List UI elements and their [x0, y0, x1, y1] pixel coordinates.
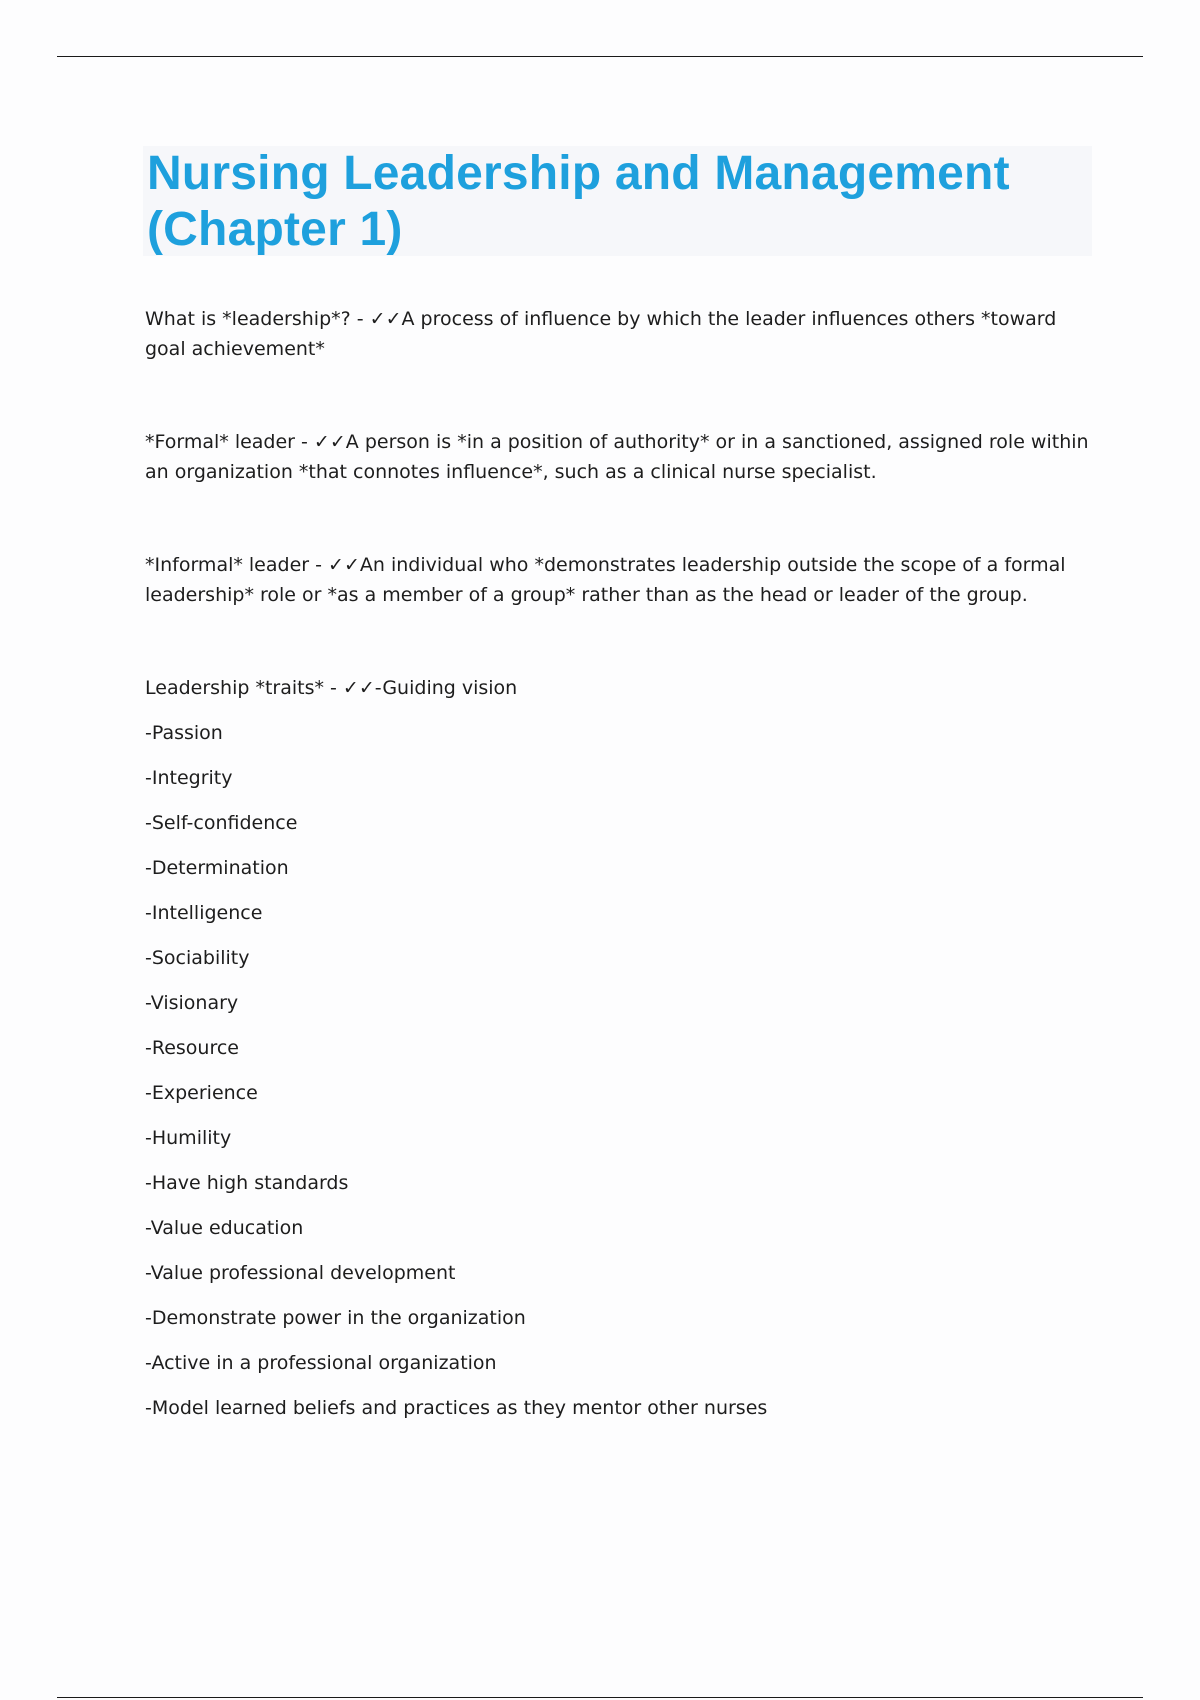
list-item: -Passion: [145, 722, 223, 744]
qa-definition: A process of influence by which the leader influences others *toward goal achievement*: [145, 308, 1057, 360]
list-item: -Resource: [145, 1037, 239, 1059]
list-item: -Experience: [145, 1082, 258, 1104]
qa-check-separator: - ✓✓: [309, 554, 360, 576]
list-item: -Active in a professional organization: [145, 1352, 497, 1374]
qa-entry-leadership: [145, 304, 1095, 364]
qa-entry-informal-leader: [145, 550, 1095, 610]
qa-check-separator: - ✓✓: [350, 308, 402, 330]
qa-term: What is *leadership*?: [145, 308, 351, 330]
document-title: Nursing Leadership and Management (Chapter 1): [147, 147, 1010, 256]
list-item: -Sociability: [145, 947, 250, 969]
qa-term: *Informal* leader: [145, 554, 310, 576]
qa-entry-leadership-traits: [145, 673, 1095, 703]
list-item: -Value professional development: [145, 1262, 456, 1284]
list-item: -Visionary: [145, 992, 239, 1014]
footer-rule: [57, 1697, 1143, 1698]
qa-term: *Formal* leader: [145, 431, 295, 453]
traits-list: [145, 718, 1095, 1423]
qa-term: Leadership *traits*: [145, 677, 324, 699]
list-item: -Determination: [145, 857, 289, 879]
qa-definition: An individual who *demonstrates leadership outside the scope of a formal leadership* role or *as a member of a group* rather than as the head or leader of the group.: [145, 554, 1066, 606]
qa-definition: A person is *in a position of authority* or in a sanctioned, assigned role within an organization *that connotes influence*, such as a clinical nurse specialist.: [145, 431, 1089, 483]
list-item: -Humility: [145, 1127, 232, 1149]
qa-check-separator: - ✓✓: [324, 677, 375, 699]
qa-entry-formal-leader: [145, 427, 1095, 487]
traits-first-item: -Guiding vision: [374, 677, 518, 699]
document-body: [145, 304, 1095, 1423]
list-item: -Have high standards: [145, 1172, 349, 1194]
list-item: -Self-confidence: [145, 812, 298, 834]
list-item: -Model learned beliefs and practices as they mentor other nurses: [145, 1397, 768, 1419]
list-item: -Integrity: [145, 767, 233, 789]
title-block: [143, 146, 1092, 256]
header-rule: [57, 56, 1143, 57]
list-item: -Value education: [145, 1217, 304, 1239]
list-item: -Demonstrate power in the organization: [145, 1307, 526, 1329]
qa-check-separator: - ✓✓: [295, 431, 346, 453]
list-item: -Intelligence: [145, 902, 263, 924]
